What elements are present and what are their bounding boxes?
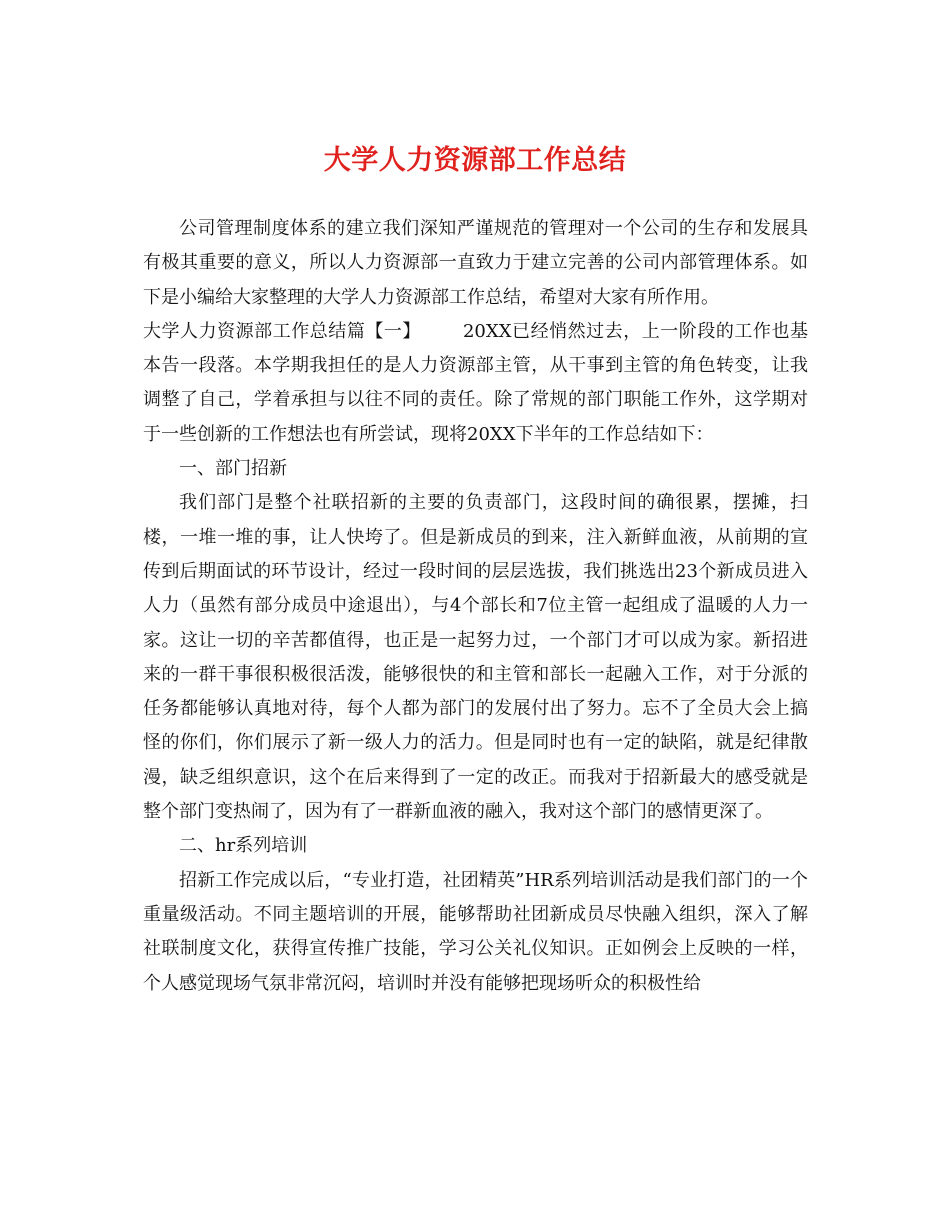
hr-training-paragraph: 招新工作完成以后，“专业打造，社团精英”HR系列培训活动是我们部门的一个重量级活动。不同主题培训的开展，能够帮助社团新成员尽快融入组织，深入了解社联制度文化，获得宣传推广技能，学习公关礼仪知识。正如例会上反映的一样，个人感觉现场气氛非常沉闷，培训时并没有能够把现场听众的积极性给 [143, 869, 808, 994]
document-title: 大学人力资源部工作总结 [323, 145, 627, 176]
heading-recruitment: 一、部门招新 [179, 458, 287, 480]
section-intro-text: 20XX已经悄然过去，上一阶段的工作也基本告一段落。本学期我担任的是人力资源部主管，从干事到主管的角色转变，让我调整了自己，学着承担与以往不同的责任。除了常规的部门职能工作外，这学期对于一些创新的工作想法也有所尝试，现将20XX下半年的工作总结如下： [143, 320, 808, 445]
heading-hr-training: 二、hr系列培训 [179, 835, 308, 857]
document-body [143, 212, 808, 1001]
section-heading: 大学人力资源部工作总结篇【一】 [143, 320, 421, 342]
intro-paragraph: 公司管理制度体系的建立我们深知严谨规范的管理对一个公司的生存和发展具有极其重要的意义，所以人力资源部一直致力于建立完善的公司内部管理体系。如下是小编给大家整理的大学人力资源部工作总结，希望对大家有所作用。 [143, 218, 808, 308]
recruitment-paragraph: 我们部门是整个社联招新的主要的负责部门，这段时间的确很累，摆摊，扫楼，一堆一堆的事，让人快垮了。但是新成员的到来，注入新鲜血液，从前期的宣传到后期面试的环节设计，经过一段时间的层层选拔，我们挑选出23个新成员进入人力（虽然有部分成员中途退出），与4个部长和7位主管一起组成了温暖的人力一家。这让一切的辛苦都值得，也正是一起努力过，一个部门才可以成为家。新招进来的一群干事很积极很活泼，能够很快的和主管和部长一起融入工作，对于分派的任务都能够认真地对待，每个人都为部门的发展付出了努力。忘不了全员大会上搞怪的你们，你们展示了新一级人力的活力。但是同时也有一定的缺陷，就是纪律散漫，缺乏组织意识，这个在后来得到了一定的改正。而我对于招新最大的感受就是整个部门变热闹了，因为有了一群新血液的融入，我对这个部门的感情更深了。 [143, 492, 808, 823]
section-intro-paragraph [143, 315, 808, 452]
